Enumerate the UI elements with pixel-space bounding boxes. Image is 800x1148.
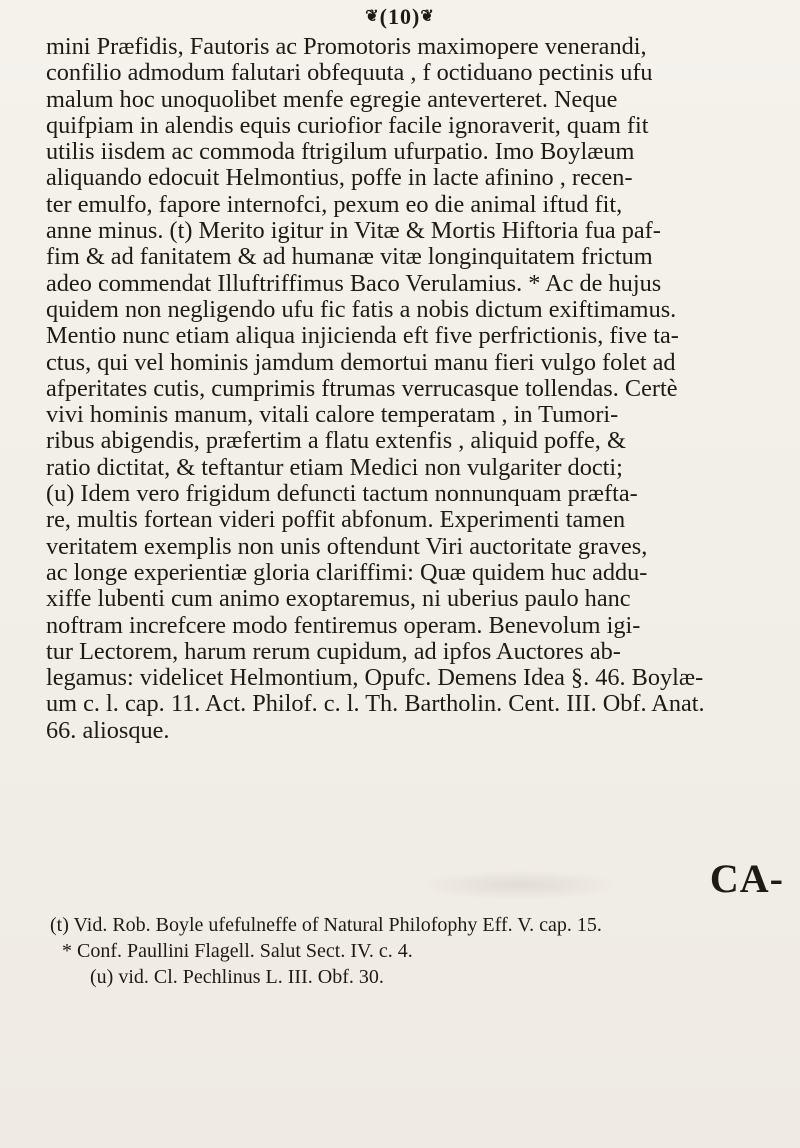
- text-line: noftram increfcere modo fentiremus operam. Benevolum igi-: [46, 611, 641, 639]
- text-line: re, multis fortean videri poffit abfonum. Experimenti tamen: [46, 506, 626, 534]
- text-line: anne minus. (t) Merito igitur in Vitæ & Mortis Hiftoria fua paf-: [46, 217, 661, 245]
- text-line: confilio admodum falutari obfequuta , f octiduano pectinis ufu: [46, 59, 653, 87]
- ink-bleed-smudge: [420, 870, 620, 900]
- text-line: malum hoc unoquolibet menfe egregie anteverteret. Neque: [46, 85, 618, 113]
- text-line: fim & ad fanitatem & ad humanæ vitæ longinquitatem frictum: [46, 243, 653, 271]
- text-line: legamus: videlicet Helmontium, Opufc. Demens Idea §. 46. Boylæ-: [46, 664, 704, 692]
- text-line: veritatem exemplis non unis oftendunt Viri auctoritate graves,: [46, 532, 648, 560]
- text-line: adeo commendat Illuftriffimus Baco Verulamius. * Ac de hujus: [46, 269, 662, 297]
- text-line: quifpiam in alendis equis curiofior facile ignoraverit, quam fit: [46, 111, 649, 139]
- main-text-block: [46, 34, 786, 744]
- text-line: mini Præfidis, Fautoris ac Promotoris maximopere venerandi,: [46, 33, 647, 60]
- text-line: ctus, qui vel hominis jamdum demortui manu fieri vulgo folet ad: [46, 348, 676, 376]
- page-header: [0, 4, 800, 30]
- text-line: afperitates cutis, cumprimis ftrumas verrucasque tollendas. Certè: [46, 374, 678, 402]
- text-line: um c. l. cap. 11. Act. Philof. c. l. Th. Bartholin. Cent. III. Obf. Anat.: [46, 690, 705, 718]
- text-line: ter emulfo, fapore internofci, pexum eo die animal iftud fit,: [46, 190, 623, 218]
- footnote-line: (u) vid. Cl. Pechlinus L. III. Obf. 30.: [90, 966, 384, 988]
- text-line: ratio dictitat, & teftantur etiam Medici non vulgariter docti;: [46, 453, 623, 481]
- text-line: quidem non negligendo ufu fic fatis a nobis dictum exiftimamus.: [46, 295, 677, 323]
- text-line: (u) Idem vero frigidum defuncti tactum nonnunquam præfta-: [46, 480, 638, 508]
- text-line: aliquando edocuit Helmontius, poffe in lacte afinino , recen-: [46, 164, 633, 192]
- text-line: vivi hominis manum, vitali calore temperatam , in Tumori-: [46, 401, 619, 429]
- catchword: CA-: [709, 856, 784, 901]
- text-line: utilis iisdem ac commoda ftrigilum ufurpatio. Imo Boylæum: [46, 138, 635, 166]
- fleuron-right-ornament: ❦: [420, 8, 435, 25]
- text-line: xiffe lubenti cum animo exoptaremus, ni uberius paulo hanc: [46, 585, 631, 613]
- footnote-line: (t) Vid. Rob. Boyle ufefulneffe of Natural Philofophy Eff. V. cap. 15.: [50, 914, 602, 936]
- footnotes-block: [50, 912, 770, 990]
- page-number: (10): [379, 4, 421, 29]
- text-line: tur Lectorem, harum rerum cupidum, ad ipfos Auctores ab-: [46, 637, 621, 665]
- text-line: 66. aliosque.: [46, 716, 170, 744]
- text-line: ac longe experientiæ gloria clariffimi: Quæ quidem huc addu-: [46, 558, 648, 586]
- fleuron-left-ornament: ❦: [365, 8, 380, 25]
- footnote-line: * Conf. Paullini Flagell. Salut Sect. IV. c. 4.: [62, 940, 413, 962]
- text-line: Mentio nunc etiam aliqua injicienda eft five perfrictionis, five ta-: [46, 322, 679, 350]
- text-line: ribus abigendis, præfertim a flatu extenfis , aliquid poffe, &: [46, 427, 626, 455]
